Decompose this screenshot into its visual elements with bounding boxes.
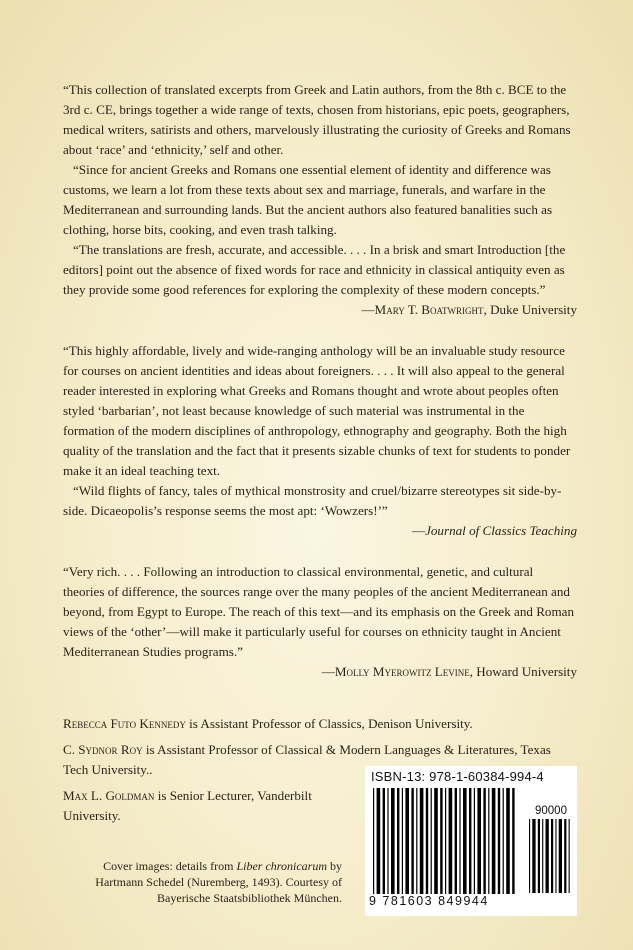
credits-suffix: by Hartmann Schedel (Nuremberg, 1493). Courtesy of Bayerische Staatsbibliothek München. bbox=[95, 859, 342, 905]
barcode-bar bbox=[477, 788, 481, 894]
barcode-bar bbox=[387, 788, 388, 894]
author-name: C. Sydnor Roy bbox=[63, 742, 143, 757]
barcode-bar bbox=[529, 819, 530, 893]
barcode-bar bbox=[405, 788, 409, 894]
ean13-barcode bbox=[373, 788, 523, 898]
barcode-bar bbox=[503, 788, 504, 894]
bio-kennedy bbox=[63, 714, 577, 734]
attribution-dash: — bbox=[321, 664, 335, 679]
barcode-bar bbox=[498, 788, 500, 894]
barcode-bar bbox=[555, 819, 556, 893]
barcode-bar bbox=[440, 788, 442, 894]
barcode-bar bbox=[411, 788, 413, 894]
journal-name: Journal of Classics Teaching bbox=[425, 523, 577, 538]
attribution-dash: — bbox=[411, 523, 426, 538]
barcode-bar bbox=[483, 788, 485, 894]
barcode-bar bbox=[426, 788, 428, 894]
barcode-bar bbox=[569, 819, 570, 893]
barcode-bar bbox=[416, 788, 417, 894]
reviewer-affiliation: , Howard University bbox=[469, 664, 577, 679]
reviewer-affiliation: , Duke University bbox=[483, 302, 577, 317]
barcode-digits: 9 781603 849944 bbox=[369, 894, 489, 908]
barcode-bar bbox=[445, 788, 446, 894]
barcode-bar bbox=[449, 788, 453, 894]
review-boatwright bbox=[63, 80, 577, 320]
isbn-barcode bbox=[365, 766, 577, 916]
barcode-bar bbox=[559, 819, 562, 893]
barcode-bar bbox=[373, 788, 374, 894]
review-attribution bbox=[63, 662, 577, 682]
reviews-section bbox=[63, 80, 577, 703]
review-journal bbox=[63, 341, 577, 541]
barcode-bar bbox=[546, 819, 549, 893]
review-attribution bbox=[63, 300, 577, 320]
author-name: Max L. Goldman bbox=[63, 788, 155, 803]
barcode-bar bbox=[506, 788, 510, 894]
barcode-bar bbox=[469, 788, 471, 894]
barcode-bar bbox=[488, 788, 489, 894]
reviewer-name: Mary T. Boatwright bbox=[374, 302, 484, 317]
review-paragraph: “Since for ancient Greeks and Romans one essential element of identity and difference was customs, we learn a lot from these texts about sex and marriage, funerals, and warfare in the Mediterranean and surrounding lands. But the ancient authors also featured banalities such as clothing, horse bits, cooking, and even trash talking. bbox=[63, 162, 553, 237]
review-levine bbox=[63, 562, 577, 682]
review-paragraph: “This highly affordable, lively and wide-ranging anthology will be an invaluable study resource for courses on ancient identities and ideas about foreigners. . . . It will also appeal to the general reader interested in exploring what Greeks and Romans thought and wrote about peoples often styled ‘barbarian’, not least because knowledge of such material was instrumental in the formation of the modern disciplines of anthropology, ethnography and geography. Both the high quality of the translation and the fact that it presents sizable chunks of text for students to ponder make it an ideal teaching text. bbox=[63, 343, 571, 478]
author-description: is Assistant Professor of Classical & Modern Languages & Literatures, Texas Tech University.. bbox=[63, 742, 551, 777]
isbn-label: ISBN-13: 978-1-60384-994-4 bbox=[371, 769, 544, 784]
barcode-bar bbox=[420, 788, 424, 894]
barcode-bar bbox=[532, 819, 535, 893]
barcode-bar bbox=[377, 788, 381, 894]
author-description: is Assistant Professor of Classics, Denison University. bbox=[185, 716, 473, 731]
review-paragraph: “Very rich. . . . Following an introduction to classical environmental, genetic, and cultural theories of difference, the sources range over the many peoples of the ancient Mediterranean and beyond, from Egypt to Europe. The reach of this text—and its emphasis on the Greek and Roman views of the ‘other’—will make it particularly useful for courses on ethnicity taught in Ancient Mediterranean Studies programs.” bbox=[63, 564, 575, 659]
barcode-bar bbox=[564, 819, 566, 893]
barcode-bar bbox=[402, 788, 403, 894]
barcode-bar bbox=[431, 788, 432, 894]
barcode-bar bbox=[459, 788, 460, 894]
attribution-dash: — bbox=[361, 302, 375, 317]
review-paragraph: “Wild flights of fancy, tales of mythical monstrosity and cruel/bizarre stereotypes sit side-by-side. Dicaeopolis’s response seems the most apt: ‘Wowzers!’” bbox=[63, 483, 562, 518]
cover-credits bbox=[80, 858, 342, 906]
barcode-bar bbox=[512, 788, 514, 894]
barcode-bar bbox=[391, 788, 395, 894]
barcode-bar bbox=[383, 788, 385, 894]
barcode-bar bbox=[538, 819, 540, 893]
barcode-bar bbox=[455, 788, 457, 894]
barcode-bar bbox=[434, 788, 438, 894]
author-name: Rebecca Futo Kennedy bbox=[63, 716, 186, 731]
barcode-bar bbox=[474, 788, 475, 894]
bio-goldman bbox=[63, 786, 343, 826]
barcode-bar bbox=[492, 788, 496, 894]
price-code: 90000 bbox=[535, 805, 567, 817]
barcode-bar bbox=[397, 788, 399, 894]
credits-prefix: Cover images: details from bbox=[103, 859, 237, 873]
review-paragraph: “This collection of translated excerpts from Greek and Latin authors, from the 8th c. BCE to the 3rd c. CE, brings together a wide range of texts, chosen from historians, epic poets, geographers, medical writers, satirists and others, marvelously illustrating the curiosity of Greeks and Romans about ‘race’ and ‘ethnicity,’ self and other. bbox=[63, 82, 571, 157]
barcode-bar bbox=[551, 819, 553, 893]
author-description: is Senior Lecturer, Vanderbilt University. bbox=[63, 788, 312, 823]
barcode-bar bbox=[463, 788, 467, 894]
addon-barcode bbox=[529, 819, 571, 898]
review-attribution bbox=[63, 521, 577, 541]
credits-book-title: Liber chronicarum bbox=[236, 859, 327, 873]
reviewer-name: Molly Myerowitz Levine bbox=[334, 664, 470, 679]
review-paragraph: “The translations are fresh, accurate, and accessible. . . . In a brisk and smart Introduction [the editors] point out the absence of fixed words for race and ethnicity in classical antiquity even as they provide some good references for exploring the complexity of these modern concepts.” bbox=[63, 242, 566, 297]
barcode-bar bbox=[542, 819, 543, 893]
